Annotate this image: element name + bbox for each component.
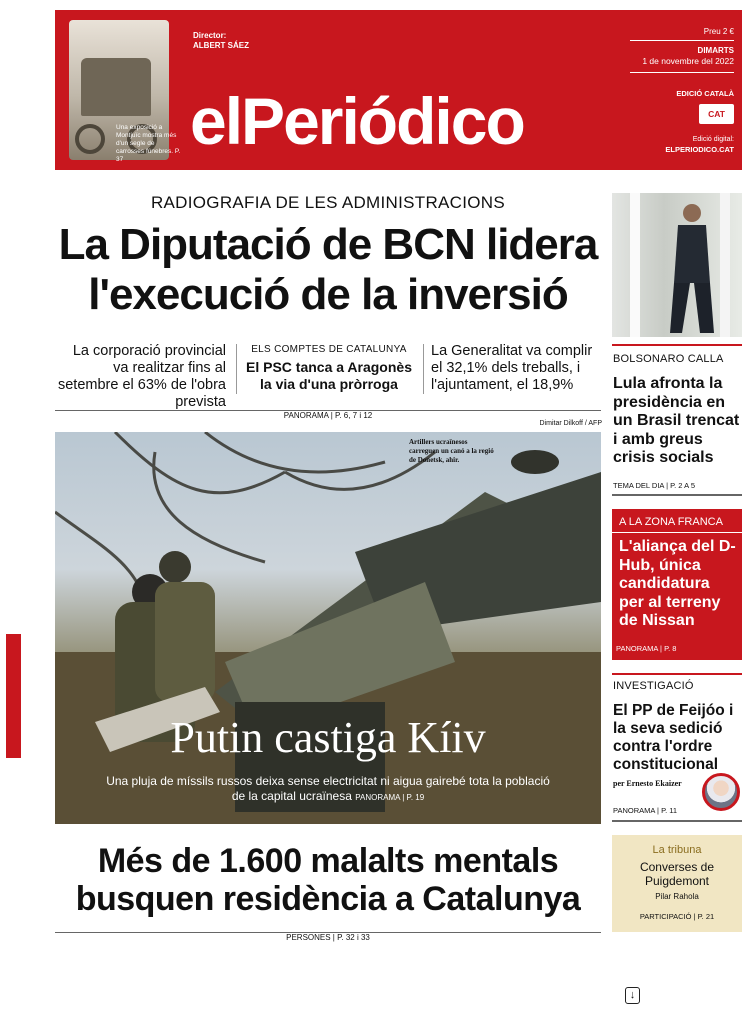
column-divider bbox=[236, 344, 237, 394]
artillery-illustration bbox=[55, 432, 601, 824]
lead-subhead-2[interactable]: El PSC tanca a Aragonès la via d'una pròrroga bbox=[246, 359, 412, 392]
bolsonaro-kicker: BOLSONARO CALLA bbox=[613, 353, 724, 365]
sidebar-photo-bolsonaro[interactable] bbox=[612, 193, 742, 337]
column-divider bbox=[423, 344, 424, 394]
lead-subhead-3: La Generalitat va complir el 32,1% dels treballs, i l'ajuntament, el 18,9% bbox=[431, 343, 593, 393]
photo-caption: Artillers ucraïnesos carreguen un canó a la regió de Donetsk, ahir. bbox=[409, 438, 494, 464]
second-headline[interactable]: Més de 1.600 malalts mentals busquen residència a Catalunya bbox=[75, 842, 581, 918]
digital-edition-link[interactable]: ELPERIODICO.CAT bbox=[665, 145, 734, 154]
lead-headline[interactable]: La Diputació de BCN lidera l'execució de la inversió bbox=[58, 220, 598, 319]
edition-label: EDICIÓ CATALÀ bbox=[676, 89, 734, 98]
issue-date: 1 de novembre del 2022 bbox=[642, 56, 734, 66]
lead-subhead-2-kicker: ELS COMPTES DE CATALUNYA bbox=[251, 344, 407, 355]
divider bbox=[612, 673, 742, 675]
tribuna-page-ref: PARTICIPACIÓ | P. 21 bbox=[639, 912, 715, 921]
director-name: ALBERT SÁEZ bbox=[193, 41, 249, 50]
divider bbox=[630, 40, 734, 41]
tribuna-headline[interactable]: Converses de Puigdemont bbox=[639, 860, 715, 888]
photo-headline[interactable]: Putin castiga Kíiv bbox=[170, 713, 486, 762]
divider bbox=[612, 820, 742, 822]
digital-edition-label: Edició digital: bbox=[692, 136, 734, 143]
zona-franca-headline[interactable]: L'aliança del D-Hub, única candidatura per al terreny de Nissan bbox=[619, 538, 736, 629]
divider bbox=[612, 344, 742, 346]
tribuna-kicker: La tribuna bbox=[652, 844, 702, 856]
zona-franca-page-ref: PANORAMA | P. 8 bbox=[616, 644, 677, 653]
director-label: Director: bbox=[193, 31, 227, 40]
bolsonaro-page-ref: TEMA DEL DIA | P. 2 A 5 bbox=[613, 481, 695, 490]
bolsonaro-headline[interactable]: Lula afronta la presidència en un Brasil trencat i amb greus crisis socials bbox=[613, 375, 740, 466]
divider bbox=[612, 532, 742, 533]
page-corner-icon[interactable]: ↓ bbox=[625, 987, 640, 1004]
investigacio-headline[interactable]: El PP de Feijóo i la seva sedició contra l'ordre constitucional bbox=[613, 702, 734, 773]
lead-subhead-1: La corporació provincial va realitzar fins al setembre el 63% de l'obra prevista bbox=[57, 343, 226, 410]
investigacio-page-ref: PANORAMA | P. 11 bbox=[613, 806, 678, 815]
second-page-ref: PERSONES | P. 32 i 33 bbox=[55, 927, 601, 945]
sidebar-photo-illustration bbox=[612, 193, 742, 337]
edition-badge[interactable]: CAT bbox=[699, 104, 734, 124]
price: Preu 2 € bbox=[703, 27, 734, 36]
masthead-photo-caption: Una exposició a Montjuïc mostra més d'un segle de carrosses fúnebres. P. 37 bbox=[116, 124, 181, 163]
tribuna-author: Pilar Rahola bbox=[655, 892, 699, 901]
lead-kicker: RADIOGRAFIA DE LES ADMINISTRACIONS bbox=[150, 193, 506, 212]
divider bbox=[612, 494, 742, 496]
newspaper-logo[interactable]: elPeriódico bbox=[190, 84, 524, 158]
investigacio-byline: per Ernesto Ekaizer bbox=[613, 779, 682, 788]
photo-credit: Dimitar Dilkoff / AFP bbox=[539, 420, 602, 427]
zona-franca-kicker: A LA ZONA FRANCA bbox=[619, 516, 723, 528]
divider bbox=[630, 72, 734, 73]
lead-photo-artillery[interactable] bbox=[55, 432, 601, 824]
photo-subheadline: Una pluja de míssils russos deixa sense electricitat ni aigua gairebé tota la població de la capital ucraïnesa PANORAMA | P. 19 bbox=[106, 774, 550, 803]
lead-page-ref: PANORAMA | P. 6, 7 i 12 bbox=[55, 405, 601, 423]
page-edge-tab bbox=[6, 634, 21, 758]
issue-day: DIMARTS bbox=[697, 46, 734, 55]
author-avatar bbox=[702, 773, 740, 811]
investigacio-kicker: INVESTIGACIÓ bbox=[613, 680, 694, 692]
